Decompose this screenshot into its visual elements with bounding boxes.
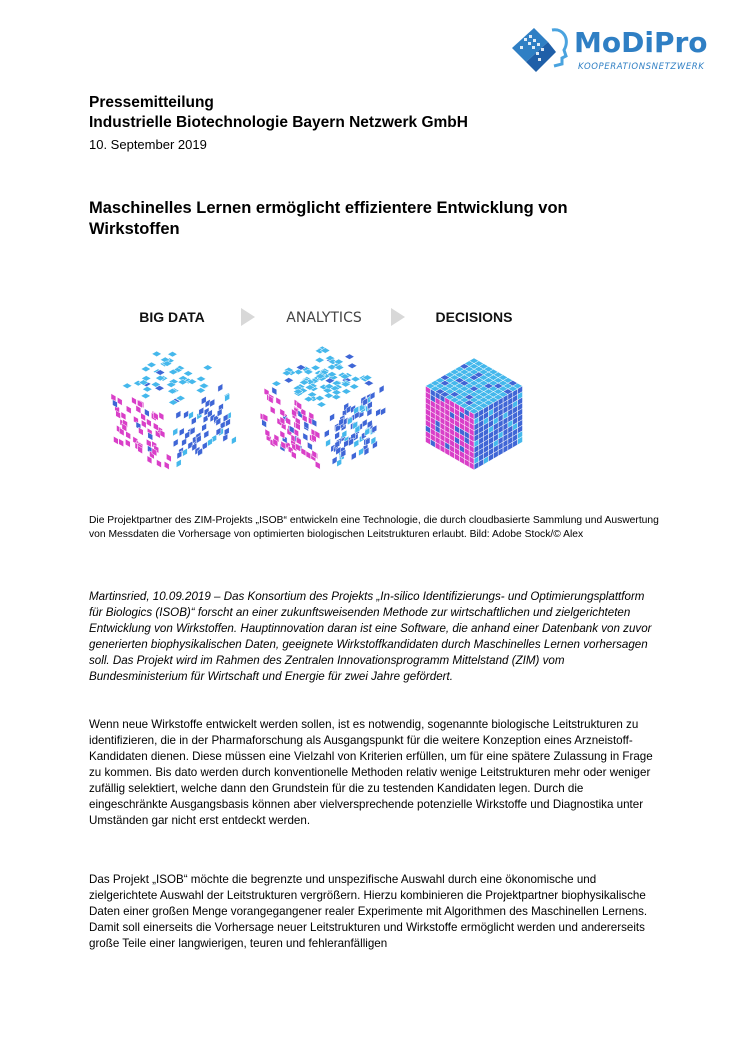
modipro-logo bbox=[508, 22, 718, 82]
cube-tile bbox=[330, 413, 335, 421]
arrow-right-icon bbox=[391, 308, 405, 326]
cube-tile bbox=[203, 365, 213, 371]
cube-tile bbox=[311, 365, 321, 371]
body-paragraph: Das Projekt „ISOB“ möchte die begrenzte und unspezifische Auswahl durch eine ökonomische und zielgerichtete Auswahl der Leitstrukturen vergrößern. Hierzu kombinieren die Projektpartner biophysikalische Daten einer großen Menge vorangegangener realer Experimente mit Algorithmen des Maschinellen Lernens. Damit soll einerseits die Vorhersage neuer Leitstrukturen und Wirkstoffe ermöglicht werden und andererseits große Teile einer langwierigen, teuren und fehleranfälligen bbox=[89, 873, 648, 950]
cube-tile bbox=[272, 381, 282, 387]
cube-tile bbox=[381, 407, 386, 415]
cube-tile bbox=[376, 408, 381, 416]
cube-tile bbox=[315, 461, 320, 469]
cube-tile bbox=[280, 409, 285, 417]
cube-tile bbox=[270, 406, 275, 414]
cube-tile bbox=[342, 389, 352, 395]
label-big-data: BIG DATA bbox=[139, 309, 205, 325]
organization-name: Industrielle Biotechnologie Bayern Netzwerk GmbH bbox=[89, 114, 468, 131]
cube-tile bbox=[276, 397, 281, 405]
cube-tile bbox=[173, 439, 178, 447]
graphic-svg bbox=[100, 296, 560, 496]
cube-tile bbox=[117, 397, 122, 405]
cube-tile bbox=[204, 430, 209, 438]
cube-tile bbox=[168, 351, 178, 357]
cube-tile bbox=[189, 411, 194, 419]
cube-tile bbox=[272, 387, 277, 395]
cube-tile bbox=[164, 461, 169, 469]
label-analytics: ANALYTICS bbox=[286, 310, 362, 326]
cube-tile bbox=[351, 452, 356, 460]
cube-tile bbox=[217, 409, 222, 417]
cube-tile bbox=[315, 395, 325, 401]
cube-tile bbox=[335, 431, 340, 439]
cube-tile bbox=[119, 439, 124, 447]
cube-tile bbox=[345, 354, 355, 360]
cube-tile bbox=[265, 429, 270, 437]
cube-tile bbox=[184, 410, 189, 418]
arrow-right-icon bbox=[241, 308, 255, 326]
cube-tile bbox=[173, 428, 178, 436]
cube-tile bbox=[179, 428, 184, 436]
cube-tile bbox=[152, 351, 162, 357]
cube-tile bbox=[141, 393, 151, 399]
cube-tile bbox=[160, 430, 165, 438]
cube-tile bbox=[147, 419, 152, 427]
cube-tile bbox=[351, 376, 361, 382]
logo-mark-icon bbox=[508, 22, 570, 78]
cube-tile bbox=[359, 448, 364, 456]
lead-paragraph: Martinsried, 10.09.2019 – Das Konsortium des Projekts „In-silico Identifizierungs- und Optimierungsplattform für Biologics (ISOB)“ forscht an einer zukunftsweisenden Methode zur wirtschaftlichen und zielgerichteten Entwicklung von Wirkstoffen. Hauptinnovation daran ist eine Software, die anhand einer Datenbank von zuvor generierten biophysikalischen Daten, geeignete Wirkstoffkandidaten durch Maschinelles Lernen vorhersagen soll. Das Projekt wird im Rahmen des Zentralen Innovationsprogramm Mittelstand (ZIM) vom Bundesministerium für Wirtschaft und Energie für zwei Jahre gefördert. bbox=[89, 590, 652, 683]
cube-tile bbox=[132, 397, 137, 405]
cube-tile bbox=[191, 417, 196, 425]
cube-tile bbox=[126, 406, 131, 414]
label-decisions: DECISIONS bbox=[435, 309, 513, 325]
logo-tagline: KOOPERATIONSNETZWERK bbox=[578, 62, 705, 72]
cube-tile bbox=[306, 451, 311, 459]
cube-tile bbox=[183, 371, 193, 377]
cube-tile bbox=[196, 376, 206, 382]
cube-tile bbox=[147, 362, 157, 368]
cube-tile bbox=[113, 400, 118, 408]
document-type: Pressemitteilung bbox=[89, 94, 214, 111]
partial-cube-analytics bbox=[260, 346, 385, 469]
cube-tile bbox=[232, 436, 237, 444]
cube-tile bbox=[347, 363, 357, 369]
cube-tile bbox=[379, 385, 384, 393]
cube-tile bbox=[284, 378, 294, 384]
cube-tile bbox=[291, 451, 296, 459]
scattered-cube-big-data bbox=[111, 351, 236, 470]
body-paragraph: Wenn neue Wirkstoffe entwickelt werden sollen, ist es notwendig, sogenannte biologische Leitstrukturen zu identifizieren, die in der Pharmaforschung als Ausgangspunkt für die weitere Konzeption eines Arzneistoff-Kandidaten dienen. Diese müssen eine Vielzahl von Kriterien erfüllen, um für eine spätere Zulassung in Frage zu kommen. Bis dato werden durch konventionelle Methoden relativ wenige Leitstrukturen mehr oder weniger zufällig selektiert, welche dann den Grundstein für die zu testenden Kandidaten legen. Durch die eingeschränkte Ausgangsbasis können aber vielversprechende potenzielle Wirkstoffe und Diagnostika unter Umständen gar nicht erst entdeckt werden. bbox=[89, 718, 653, 827]
cube-tile bbox=[370, 392, 375, 400]
cube-tile bbox=[153, 423, 158, 431]
cube-tile bbox=[114, 436, 119, 444]
cube-tile bbox=[125, 439, 130, 447]
cube-tile bbox=[286, 417, 291, 425]
cube-tile bbox=[116, 410, 121, 418]
cube-tile bbox=[159, 412, 164, 420]
cube-tile bbox=[208, 438, 213, 446]
cube-tile bbox=[199, 407, 204, 415]
cube-tile bbox=[301, 448, 306, 456]
cube-tile bbox=[202, 423, 207, 431]
cube-tile bbox=[176, 459, 181, 467]
cube-tile bbox=[317, 402, 327, 408]
cube-tile bbox=[157, 459, 162, 467]
cube-tile bbox=[139, 427, 144, 435]
cube-tile bbox=[224, 427, 229, 435]
cube-tile bbox=[176, 411, 181, 419]
cube-tile bbox=[210, 399, 215, 407]
cube-tile bbox=[218, 384, 223, 392]
cube-tile bbox=[122, 383, 132, 389]
cube-tile bbox=[342, 430, 347, 438]
cube-tile bbox=[349, 384, 359, 390]
cube-tile bbox=[141, 366, 151, 372]
image-caption: Die Projektpartner des ZIM-Projekts „ISOB“ entwickeln eine Technologie, die durch cloudbasierte Sammlung und Auswertung von Messdaten die Vorhersage von optimierten biologischen Leitstrukturen erlaubt. Bild: Adobe Stock/© Alex bbox=[89, 515, 659, 540]
cube-tile bbox=[182, 438, 187, 446]
cube-tile bbox=[143, 386, 153, 392]
cube-tile bbox=[177, 451, 182, 459]
cube-tile bbox=[337, 459, 342, 467]
cube-tile bbox=[303, 433, 308, 441]
cube-tile bbox=[166, 454, 171, 462]
release-date: 10. September 2019 bbox=[89, 137, 207, 152]
cube-tile bbox=[280, 430, 285, 438]
cube-tile bbox=[362, 419, 367, 427]
cube-tile bbox=[308, 442, 313, 450]
page-title: Maschinelles Lernen ermöglicht effizientere Entwicklung von Wirkstoffen bbox=[89, 199, 568, 238]
cube-tile bbox=[324, 429, 329, 437]
cube-tile bbox=[185, 431, 190, 439]
cube-tile bbox=[335, 440, 340, 448]
cube-tile bbox=[326, 439, 331, 447]
cube-tile bbox=[312, 419, 317, 427]
cube-tile bbox=[315, 357, 325, 363]
logo-wordmark: MoDiPro bbox=[574, 26, 708, 59]
cube-tile bbox=[126, 431, 131, 439]
solid-cube-decisions bbox=[426, 358, 523, 470]
big-data-analytics-graphic bbox=[100, 296, 560, 496]
cube-tile bbox=[332, 456, 337, 464]
cube-tile bbox=[121, 412, 126, 420]
